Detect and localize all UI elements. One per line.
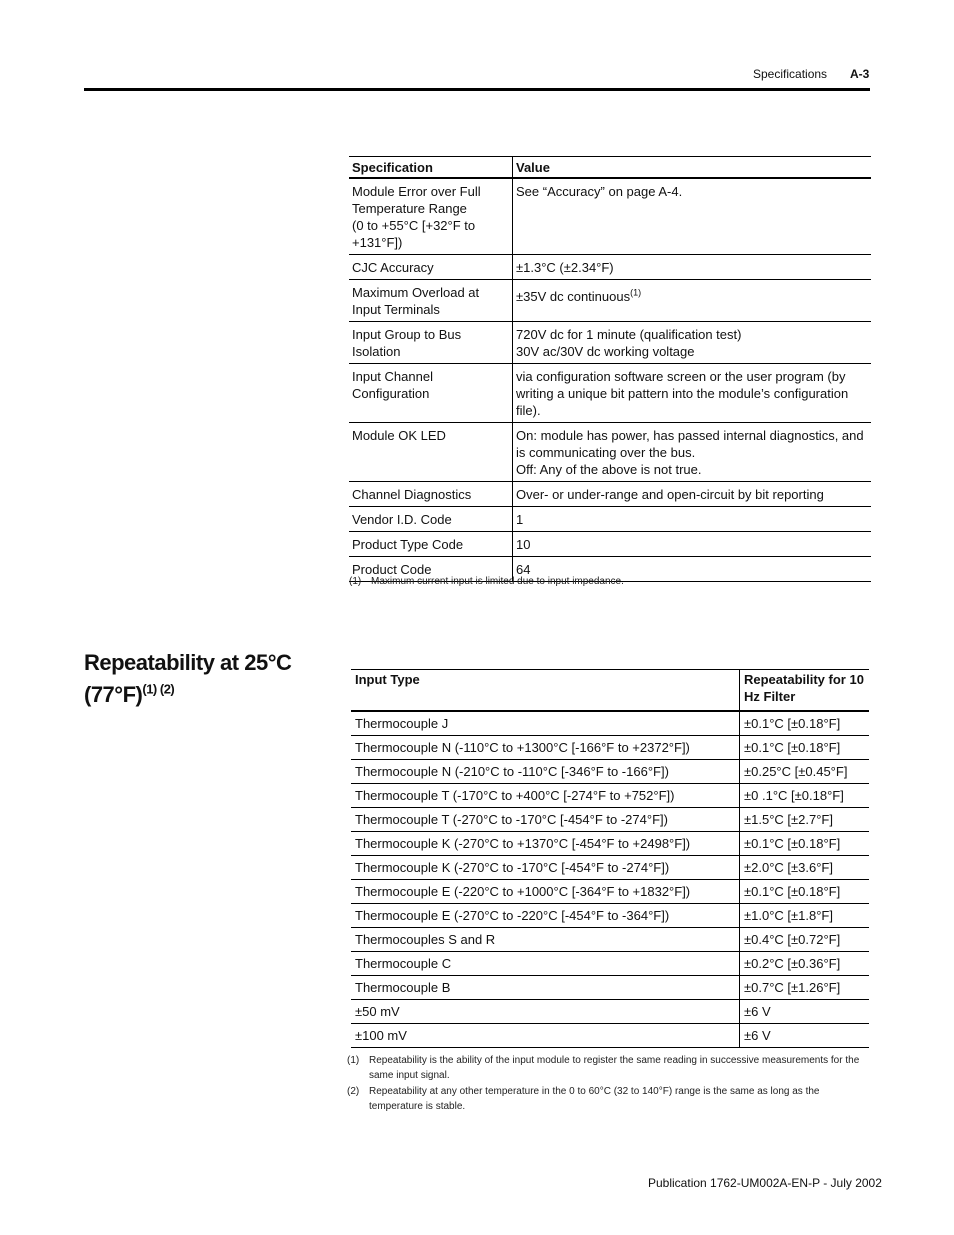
footnote-text: Repeatability is the ability of the input module to register the same reading in successive measurements for the same input signal. (369, 1055, 860, 1081)
table-row (349, 280, 871, 322)
spec-value-cell (513, 322, 872, 364)
footnote (347, 1053, 869, 1083)
repeatability-value-cell: ±6 V (740, 1024, 870, 1048)
footnote-text: Repeatability at any other temperature in the 0 to 60°C (32 to 140°F) range is the same as long as the temperature is stable. (369, 1086, 820, 1112)
input-type-cell: Thermocouples S and R (351, 928, 740, 952)
input-type-cell: Thermocouple E (-220°C to +1000°C [-364°F to +1832°F]) (351, 880, 740, 904)
spec-value-text: 1 (516, 512, 524, 527)
spec-name-cell: Channel Diagnostics (349, 482, 513, 507)
repeatability-value-cell: ±6 V (740, 1000, 870, 1024)
page-number: A-3 (850, 67, 870, 81)
section-title (84, 647, 314, 711)
spec-name-cell: Vendor I.D. Code (349, 507, 513, 532)
table-row (351, 784, 869, 808)
spec-value-text: ±1.3°C (±2.34°F) (516, 260, 614, 275)
spec-value-text: See “Accuracy” on page A-4. (516, 184, 683, 199)
repeatability-value-cell: ±0 .1°C [±0.18°F] (740, 784, 870, 808)
table-row (351, 1000, 869, 1024)
spec-value-cell (513, 255, 872, 280)
spec-value-text: 64 (516, 562, 531, 577)
table-row (349, 423, 871, 482)
spec-name-cell: Module Error over Full Temperature Range (0 to +55°C [+32°F to +131°F]) (349, 178, 513, 255)
spec-name-cell: CJC Accuracy (349, 255, 513, 280)
spec-value-text: 10 (516, 537, 531, 552)
table-header-row (351, 670, 869, 712)
input-type-cell: Thermocouple C (351, 952, 740, 976)
repeatability-table (351, 669, 869, 1048)
footnote (347, 1084, 869, 1114)
spec-value-text: ±35V dc continuous (516, 289, 631, 304)
spec-name-cell: Input Group to Bus Isolation (349, 322, 513, 364)
input-type-cell: Thermocouple J (351, 711, 740, 736)
input-type-cell: Thermocouple T (-170°C to +400°C [-274°F to +752°F]) (351, 784, 740, 808)
repeatability-value-cell: ±0.25°C [±0.45°F] (740, 760, 870, 784)
footnote-ref: (1) (630, 287, 642, 298)
spec-value-text: Over- or under-range and open-circuit by bit reporting (516, 487, 824, 502)
footnote-number: (1) (347, 1055, 360, 1066)
column-header-value: Value (513, 157, 872, 179)
input-type-cell: ±50 mV (351, 1000, 740, 1024)
input-type-cell: Thermocouple N (-110°C to +1300°C [-166°F to +2372°F]) (351, 736, 740, 760)
spec-name-cell: Product Code (349, 557, 513, 582)
repeatability-value-cell: ±0.1°C [±0.18°F] (740, 736, 870, 760)
table-row (351, 976, 869, 1000)
repeatability-value-cell: ±0.1°C [±0.18°F] (740, 832, 870, 856)
repeatability-value-cell: ±0.1°C [±0.18°F] (740, 711, 870, 736)
table-row (349, 322, 871, 364)
spec-value-cell (513, 364, 872, 423)
footnote (349, 574, 871, 589)
table-row (351, 760, 869, 784)
footnote-number: (1) (349, 576, 362, 587)
spec-name-cell: Input Channel Configuration (349, 364, 513, 423)
repeatability-value-cell: ±0.4°C [±0.72°F] (740, 928, 870, 952)
column-header-input-type: Input Type (351, 670, 740, 712)
repeatability-value-cell: ±2.0°C [±3.6°F] (740, 856, 870, 880)
table-row (351, 928, 869, 952)
column-header-specification: Specification (349, 157, 513, 179)
table-row (349, 532, 871, 557)
spec-value-text: On: module has power, has passed internal diagnostics, and is communicating over the bus. Off: Any of the above is not true. (516, 428, 864, 477)
spec-value-cell (513, 178, 872, 255)
table-row (351, 808, 869, 832)
table-row (349, 255, 871, 280)
spec-value-cell (513, 280, 872, 322)
table-row (349, 507, 871, 532)
table-row (351, 880, 869, 904)
table-row (351, 832, 869, 856)
spec-value-cell (513, 507, 872, 532)
input-type-cell: ±100 mV (351, 1024, 740, 1048)
table-row (351, 856, 869, 880)
input-type-cell: Thermocouple K (-270°C to +1370°C [-454°F to +2498°F]) (351, 832, 740, 856)
spec-name-cell: Product Type Code (349, 532, 513, 557)
spec-value-text: 720V dc for 1 minute (qualification test) 30V ac/30V dc working voltage (516, 327, 742, 359)
spec-name-cell: Module OK LED (349, 423, 513, 482)
table-row (351, 711, 869, 736)
spec-value-text: via configuration software screen or the user program (by writing a unique bit pattern into the module’s configuration file). (516, 369, 849, 418)
footnote-text: Maximum current input is limited due to input impedance. (371, 576, 624, 587)
input-type-cell: Thermocouple B (351, 976, 740, 1000)
input-type-cell: Thermocouple K (-270°C to -170°C [-454°F to -274°F]) (351, 856, 740, 880)
table-row (351, 1024, 869, 1048)
footnote-number: (2) (347, 1086, 360, 1097)
section-title-footnote-refs: (1) (2) (142, 681, 175, 697)
input-type-cell: Thermocouple E (-270°C to -220°C [-454°F to -364°F]) (351, 904, 740, 928)
input-type-cell: Thermocouple T (-270°C to -170°C [-454°F to -274°F]) (351, 808, 740, 832)
table-row (351, 904, 869, 928)
column-header-repeatability: Repeatability for 10 Hz Filter (740, 670, 870, 712)
table-header-row (349, 157, 871, 179)
spec-footnotes (349, 574, 871, 590)
section-title-text: Repeatability at 25°C (77°F) (84, 650, 292, 707)
table-row (349, 482, 871, 507)
spec-value-cell (513, 482, 872, 507)
spec-value-cell (513, 423, 872, 482)
running-header-section: Specifications (753, 67, 828, 81)
spec-value-cell (513, 532, 872, 557)
header-rule (84, 88, 870, 91)
repeatability-value-cell: ±1.0°C [±1.8°F] (740, 904, 870, 928)
repeatability-value-cell: ±0.7°C [±1.26°F] (740, 976, 870, 1000)
table-row (349, 364, 871, 423)
repeatability-value-cell: ±0.1°C [±0.18°F] (740, 880, 870, 904)
repeatability-value-cell: ±0.2°C [±0.36°F] (740, 952, 870, 976)
publication-footer: Publication 1762-UM002A-EN-P - July 2002 (648, 1176, 882, 1190)
spec-name-cell: Maximum Overload at Input Terminals (349, 280, 513, 322)
repeatability-value-cell: ±1.5°C [±2.7°F] (740, 808, 870, 832)
specifications-table (349, 156, 871, 582)
input-type-cell: Thermocouple N (-210°C to -110°C [-346°F to -166°F]) (351, 760, 740, 784)
table-row (351, 736, 869, 760)
table-row (351, 952, 869, 976)
table-row (349, 178, 871, 255)
repeatability-footnotes (347, 1053, 869, 1115)
